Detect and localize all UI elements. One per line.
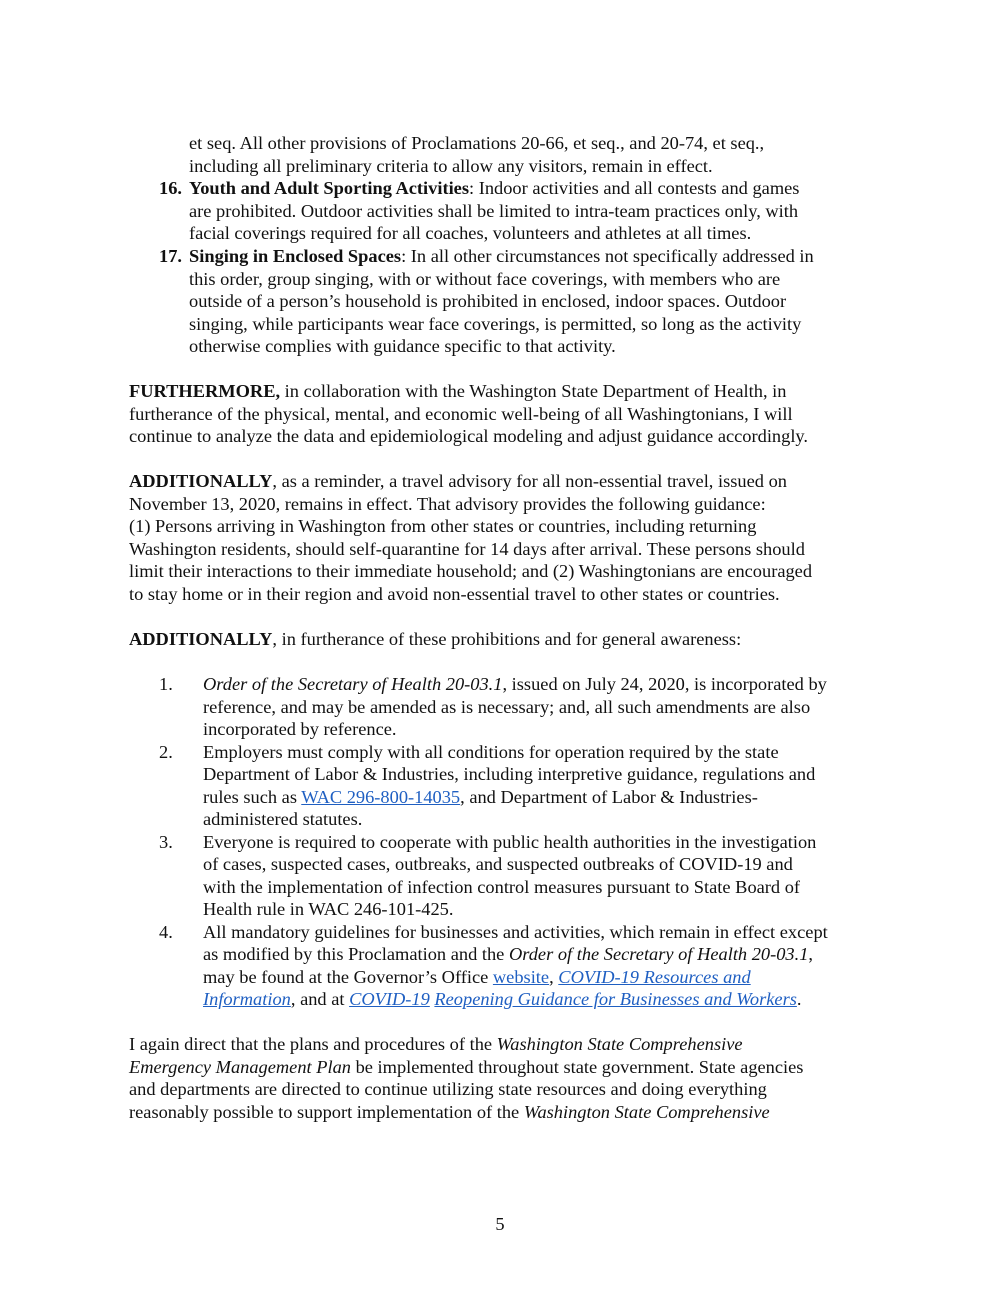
website-link[interactable]: website bbox=[492, 967, 550, 987]
additionally-line: November 13, 2020, remains in effect. That advisory provides the following guidance: bbox=[129, 494, 766, 514]
covid-resources-link[interactable]: COVID-19 Resources and bbox=[558, 967, 751, 987]
list-item-4-line bbox=[203, 943, 813, 966]
closing-paragraph bbox=[129, 1033, 743, 1056]
list-item-16 bbox=[189, 177, 799, 200]
plan-title: Washington State Comprehensive bbox=[496, 1034, 743, 1054]
additionally-line: Washington residents, should self-quarantine for 14 days after arrival. These persons should bbox=[129, 539, 805, 559]
item-text: : In all other circumstances not specifically addressed in bbox=[401, 246, 814, 266]
paragraph-text: be implemented throughout state government. State agencies bbox=[350, 1057, 804, 1077]
list-number: 2. bbox=[159, 742, 173, 762]
list-item-16-line: are prohibited. Outdoor activities shall be limited to intra-team practices only, with bbox=[189, 201, 799, 221]
list-item-17 bbox=[189, 245, 814, 268]
closing-line bbox=[129, 1101, 770, 1124]
continuation-line: including all preliminary criteria to allow any visitors, remain in effect. bbox=[189, 156, 713, 176]
additionally-paragraph-2 bbox=[129, 628, 741, 651]
item-text: as modified by this Proclamation and the bbox=[203, 944, 509, 964]
closing-line bbox=[129, 1056, 803, 1079]
list-item-1 bbox=[203, 673, 827, 696]
list-item-4: All mandatory guidelines for businesses and activities, which remain in effect except bbox=[203, 922, 828, 942]
item-text: , issued on July 24, 2020, is incorporated by bbox=[502, 674, 827, 694]
plan-title: Washington State Comprehensive bbox=[523, 1102, 770, 1122]
additionally-line: to stay home or in their region and avoid non-essential travel to other states or countries. bbox=[129, 584, 780, 604]
list-item-17-line: singing, while participants wear face coverings, is permitted, so long as the activity bbox=[189, 314, 802, 334]
covid-resources-link-cont[interactable]: Information bbox=[203, 989, 291, 1009]
item-text: , bbox=[549, 967, 559, 987]
list-item-3: Everyone is required to cooperate with public health authorities in the investigation bbox=[203, 832, 817, 852]
furthermore-paragraph bbox=[129, 380, 786, 403]
list-number: 4. bbox=[159, 922, 173, 942]
furthermore-line: furtherance of the physical, mental, and economic well-being of all Washingtonians, I will bbox=[129, 404, 793, 424]
page-number: 5 bbox=[495, 1214, 505, 1234]
list-item-3-line: of cases, suspected cases, outbreaks, and suspected outbreaks of COVID-19 and bbox=[203, 854, 793, 874]
list-item-2-line bbox=[203, 786, 758, 809]
item-text: , and Department of Labor & Industries- bbox=[460, 787, 758, 807]
order-title: Order of the Secretary of Health 20-03.1 bbox=[203, 674, 503, 694]
list-item-3-line: Health rule in WAC 246-101-425. bbox=[203, 899, 454, 919]
paragraph-lead: ADDITIONALLY bbox=[129, 471, 273, 491]
plan-title: Emergency Management Plan bbox=[129, 1057, 351, 1077]
list-number: 1. bbox=[159, 674, 173, 694]
covid-19-link[interactable]: COVID-19 bbox=[349, 989, 430, 1009]
list-item-2-line: administered statutes. bbox=[203, 809, 363, 829]
list-number: 16. bbox=[159, 178, 182, 198]
list-item-4-line bbox=[203, 966, 751, 989]
item-text: , bbox=[808, 944, 814, 964]
closing-line: and departments are directed to continue utilizing state resources and doing everything bbox=[129, 1079, 767, 1099]
item-text: , and at bbox=[290, 989, 350, 1009]
additionally-line: (1) Persons arriving in Washington from other states or countries, including returning bbox=[129, 516, 757, 536]
item-heading: Singing in Enclosed Spaces bbox=[189, 246, 402, 266]
list-item-17-line: outside of a person’s household is prohibited in enclosed, indoor spaces. Outdoor bbox=[189, 291, 787, 311]
furthermore-line: continue to analyze the data and epidemiological modeling and adjust guidance accordingly. bbox=[129, 426, 809, 446]
additionally-line: limit their interactions to their immediate household; and (2) Washingtonians are encouraged bbox=[129, 561, 813, 581]
item-heading: Youth and Adult Sporting Activities bbox=[189, 178, 470, 198]
paragraph-text: , as a reminder, a travel advisory for all non-essential travel, issued on bbox=[272, 471, 787, 491]
list-item-3-line: with the implementation of infection control measures pursuant to State Board of bbox=[203, 877, 801, 897]
order-title: Order of the Secretary of Health 20-03.1 bbox=[508, 944, 809, 964]
paragraph-lead: FURTHERMORE, bbox=[129, 381, 281, 401]
list-item-1-line: incorporated by reference. bbox=[203, 719, 397, 739]
list-item-2: Employers must comply with all conditions for operation required by the state bbox=[203, 742, 779, 762]
paragraph-text: in collaboration with the Washington State Department of Health, in bbox=[280, 381, 787, 401]
list-number: 3. bbox=[159, 832, 173, 852]
wac-link[interactable]: WAC 296-800-14035 bbox=[301, 787, 461, 807]
paragraph-text: , in furtherance of these prohibitions and for general awareness: bbox=[272, 629, 742, 649]
paragraph-text: I again direct that the plans and procedures of the bbox=[129, 1034, 497, 1054]
list-item-2-line: Department of Labor & Industries, including interpretive guidance, regulations and bbox=[203, 764, 816, 784]
additionally-paragraph bbox=[129, 470, 787, 493]
list-item-4-line bbox=[203, 988, 802, 1011]
item-text: . bbox=[796, 989, 802, 1009]
item-text: : Indoor activities and all contests and games bbox=[469, 178, 800, 198]
continuation-line: et seq. All other provisions of Proclamations 20-66, et seq., and 20-74, et seq., bbox=[189, 133, 765, 153]
list-item-17-line: this order, group singing, with or without face coverings, with members who are bbox=[189, 269, 781, 289]
reopening-guidance-link[interactable]: Reopening Guidance for Businesses and Workers bbox=[434, 989, 797, 1009]
paragraph-text: reasonably possible to support implementation of the bbox=[129, 1102, 524, 1122]
list-number: 17. bbox=[159, 246, 182, 266]
list-item-1-line: reference, and may be amended as is necessary; and, all such amendments are also bbox=[203, 697, 811, 717]
list-item-16-line: facial coverings required for all coaches, volunteers and athletes at all times. bbox=[189, 223, 752, 243]
item-text: may be found at the Governor’s Office bbox=[203, 967, 493, 987]
item-text: rules such as bbox=[203, 787, 302, 807]
list-item-17-line: otherwise complies with guidance specific to that activity. bbox=[189, 336, 616, 356]
paragraph-lead: ADDITIONALLY bbox=[129, 629, 273, 649]
